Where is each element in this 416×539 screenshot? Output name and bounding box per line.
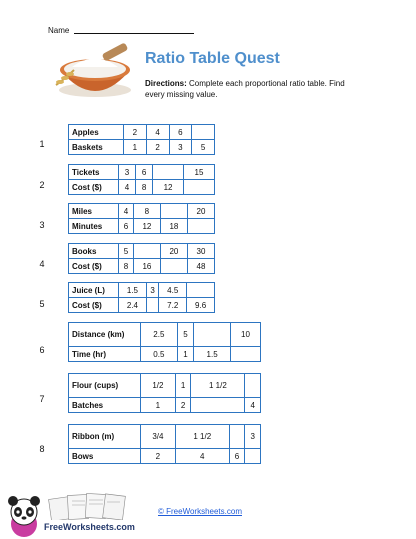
row-label: Baskets [69, 140, 124, 155]
ratio-table [68, 124, 215, 155]
table-cell: 4 [119, 204, 134, 219]
table-cell: 9.6 [187, 298, 215, 313]
table-cell: 2 [124, 125, 147, 140]
row-label: Tickets [69, 165, 119, 180]
table-cell: 4 [119, 180, 136, 195]
table-cell: 2 [175, 398, 191, 413]
problem-number: 7 [39, 394, 45, 404]
problem-number: 8 [39, 444, 45, 454]
row-label: Apples [69, 125, 124, 140]
row-label: Time (hr) [69, 347, 141, 362]
table-cell: 8 [119, 259, 134, 274]
row-label: Books [69, 244, 119, 259]
table-cell: 1.5 [119, 283, 147, 298]
problem-number: 4 [39, 259, 45, 269]
table-cell: 10 [230, 323, 260, 347]
table-cell: 4.5 [159, 283, 187, 298]
table-cell: 15 [184, 165, 215, 180]
table-cell: 3 [119, 165, 136, 180]
problem-number: 1 [39, 139, 45, 149]
table-cell: 6 [136, 165, 153, 180]
ratio-table [68, 424, 261, 464]
table-cell[interactable] [245, 374, 261, 398]
table-cell: 3/4 [141, 425, 176, 449]
table-cell: 18 [160, 219, 187, 234]
table-cell: 5 [177, 323, 194, 347]
row-label: Batches [69, 398, 141, 413]
row-label: Cost ($) [69, 298, 119, 313]
ratio-table [68, 243, 215, 274]
table-cell: 1 [141, 398, 176, 413]
directions-text: Complete each proportional ratio table. Find every missing value. [145, 79, 345, 99]
table-cell: 6 [229, 449, 245, 464]
row-label: Juice (L) [69, 283, 119, 298]
table-cell: 1 [175, 374, 191, 398]
table-cell[interactable] [245, 449, 261, 464]
table-cell: 1 1/2 [175, 425, 229, 449]
table-cell: 0.5 [141, 347, 178, 362]
row-label: Bows [69, 449, 141, 464]
problem-number: 2 [39, 180, 45, 190]
table-cell: 1 [124, 140, 147, 155]
row-label: Miles [69, 204, 119, 219]
name-label: Name [48, 26, 70, 35]
table-cell: 6 [119, 219, 134, 234]
table-cell: 16 [133, 259, 160, 274]
problem-number: 5 [39, 299, 45, 309]
table-cell[interactable] [153, 165, 184, 180]
table-cell: 6 [169, 125, 192, 140]
table-cell: 4 [175, 449, 229, 464]
ratio-table [68, 322, 261, 362]
panda-icon [0, 490, 48, 538]
table-cell: 7.2 [159, 298, 187, 313]
problem-number: 6 [39, 345, 45, 355]
ratio-table [68, 203, 215, 234]
table-cell: 48 [187, 259, 214, 274]
table-cell[interactable] [191, 398, 245, 413]
table-cell: 3 [146, 283, 159, 298]
flour-bowl-image [50, 40, 140, 100]
brand-logo: FreeWorksheets.com [44, 522, 135, 532]
table-cell: 2 [146, 140, 169, 155]
ratio-table [68, 164, 215, 195]
row-label: Ribbon (m) [69, 425, 141, 449]
row-label: Minutes [69, 219, 119, 234]
problem-number: 3 [39, 220, 45, 230]
table-cell: 1/2 [141, 374, 176, 398]
table-cell[interactable] [184, 180, 215, 195]
row-label: Distance (km) [69, 323, 141, 347]
table-cell: 4 [146, 125, 169, 140]
table-cell: 12 [153, 180, 184, 195]
table-cell[interactable] [146, 298, 159, 313]
table-cell: 3 [245, 425, 261, 449]
name-line [74, 33, 194, 34]
table-cell: 30 [187, 244, 214, 259]
row-label: Cost ($) [69, 259, 119, 274]
table-cell[interactable] [160, 204, 187, 219]
directions [145, 78, 360, 100]
table-cell[interactable] [187, 283, 215, 298]
table-cell: 2.5 [141, 323, 178, 347]
ratio-table [68, 282, 215, 313]
table-cell: 2.4 [119, 298, 147, 313]
table-cell: 8 [133, 204, 160, 219]
row-label: Flour (cups) [69, 374, 141, 398]
page-title: Ratio Table Quest [145, 50, 280, 67]
table-cell[interactable] [187, 219, 214, 234]
table-cell[interactable] [194, 323, 231, 347]
table-cell: 1 1/2 [191, 374, 245, 398]
table-cell: 1 [177, 347, 194, 362]
ratio-table [68, 373, 261, 413]
table-cell: 4 [245, 398, 261, 413]
table-cell[interactable] [133, 244, 160, 259]
table-cell: 8 [136, 180, 153, 195]
footer-link[interactable]: © FreeWorksheets.com [158, 507, 242, 516]
table-cell[interactable] [229, 425, 245, 449]
table-cell: 12 [133, 219, 160, 234]
table-cell: 20 [160, 244, 187, 259]
table-cell: 20 [187, 204, 214, 219]
table-cell[interactable] [160, 259, 187, 274]
table-cell[interactable] [192, 125, 215, 140]
row-label: Cost ($) [69, 180, 119, 195]
table-cell: 5 [119, 244, 134, 259]
table-cell: 2 [141, 449, 176, 464]
worksheet-thumbnails-image [48, 492, 138, 520]
table-cell: 3 [169, 140, 192, 155]
directions-label: Directions: [145, 79, 187, 88]
table-cell: 1.5 [194, 347, 231, 362]
table-cell[interactable] [230, 347, 260, 362]
table-cell: 5 [192, 140, 215, 155]
